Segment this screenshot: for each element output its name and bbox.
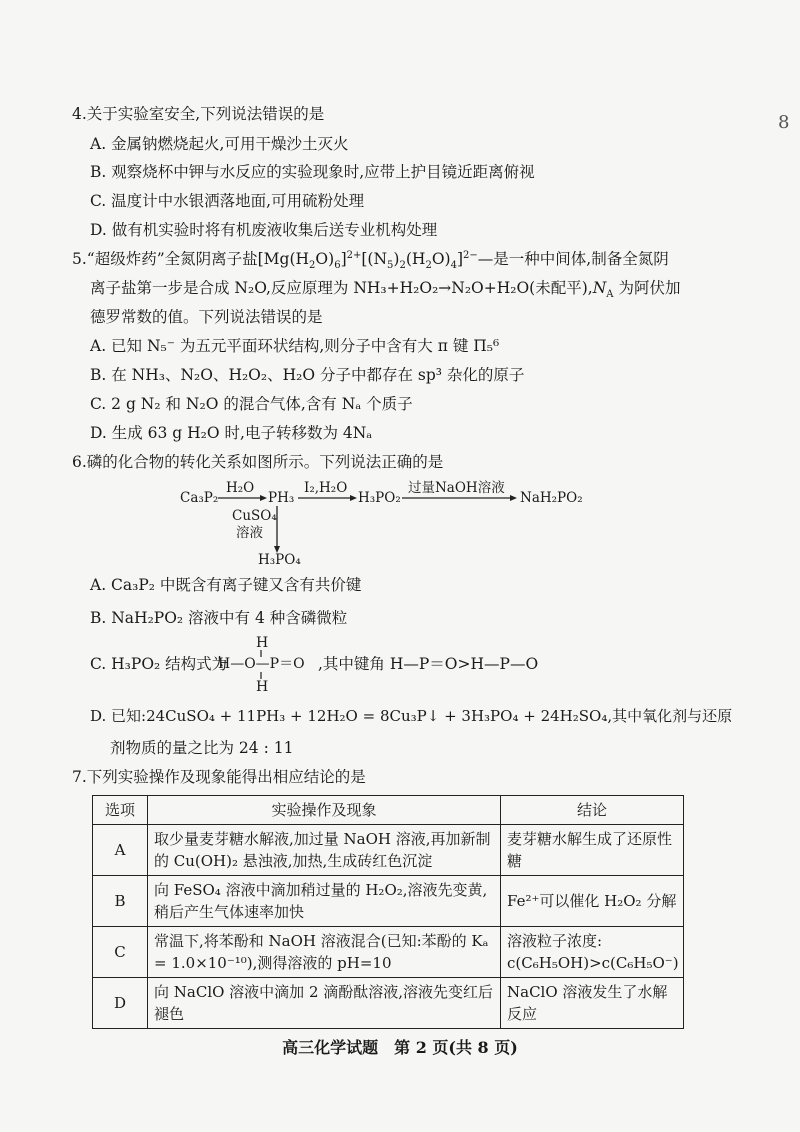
page-footer: 高三化学试题 第 2 页(共 8 页) bbox=[282, 1038, 518, 1057]
edge-mark: 8 bbox=[778, 112, 790, 133]
row-label: D bbox=[93, 978, 148, 1029]
label-h3po2: H₃PO₂ bbox=[358, 490, 401, 506]
table-row bbox=[93, 927, 684, 978]
header-conclusion: 结论 bbox=[501, 796, 684, 825]
label-cuso4: CuSO₄ bbox=[232, 508, 277, 524]
q6-option-d-line2: 剂物质的量之比为 24 : 11 bbox=[110, 739, 294, 757]
na-symbol: N bbox=[592, 279, 607, 297]
q4-option-c: C. 温度计中水银洒落地面,可用硫粉处理 bbox=[90, 192, 365, 210]
q5-stem-line2-end: 为阿伏加 bbox=[613, 279, 681, 297]
phosphorus-conversion-diagram bbox=[180, 478, 600, 568]
row-operation: 常温下,将苯酚和 NaOH 溶液混合(已知:苯酚的 Kₐ = 1.0×10⁻¹⁰),测得溶液的 pH=10 bbox=[148, 927, 501, 978]
label-solution: 溶液 bbox=[236, 525, 263, 541]
arrow-head-h2o bbox=[260, 495, 267, 501]
q5-stem-line1-a: 5.“超级炸药”全氮阴离子盐[Mg(H bbox=[72, 250, 310, 268]
row-conclusion: NaClO 溶液发生了水解反应 bbox=[501, 978, 684, 1029]
table-header-row bbox=[93, 796, 684, 825]
label-h2o: H₂O bbox=[226, 480, 255, 496]
q7-stem: 7.下列实验操作及现象能得出相应结论的是 bbox=[72, 768, 366, 786]
q4-option-a: A. 金属钠燃烧起火,可用干燥沙土灭火 bbox=[90, 135, 349, 153]
q6-option-a: A. Ca₃P₂ 中既含有离子键又含有共价键 bbox=[90, 576, 362, 594]
table-row bbox=[93, 978, 684, 1029]
q6-option-b: B. NaH₂PO₂ 溶液中有 4 种含磷微粒 bbox=[90, 609, 348, 627]
row-operation: 向 FeSO₄ 溶液中滴加稍过量的 H₂O₂,溶液先变黄,稍后产生气体速率加快 bbox=[148, 876, 501, 927]
header-option: 选项 bbox=[93, 796, 148, 825]
row-conclusion: 麦芽糖水解生成了还原性糖 bbox=[501, 825, 684, 876]
table-row bbox=[93, 876, 684, 927]
arrow-head-i2 bbox=[350, 495, 357, 501]
label-i2h2o: I₂,H₂O bbox=[304, 480, 348, 496]
row-label: A bbox=[93, 825, 148, 876]
label-nah2po2: NaH₂PO₂ bbox=[520, 490, 583, 506]
q6-stem: 6.磷的化合物的转化关系如图所示。下列说法正确的是 bbox=[72, 453, 444, 471]
q5-option-a: A. 已知 N₅⁻ 为五元平面环状结构,则分子中含有大 π 键 Π₅⁶ bbox=[90, 337, 500, 355]
lewis-vertical-bonds bbox=[256, 648, 268, 682]
q5-stem-line3: 德罗常数的值。下列说法错误的是 bbox=[90, 308, 323, 326]
q5-option-c: C. 2 g N₂ 和 N₂O 的混合气体,含有 Nₐ 个质子 bbox=[90, 395, 413, 413]
q5-option-b: B. 在 NH₃、N₂O、H₂O₂、H₂O 分子中都存在 sp³ 杂化的原子 bbox=[90, 366, 525, 384]
q5-stem-line1-b: 是一种中间体,制备全氮阴 bbox=[493, 250, 669, 268]
q5-stem-line2-text: 离子盐第一步是合成 N₂O,反应原理为 NH₃+H₂O₂→N₂O+H₂O(未配平), bbox=[90, 279, 593, 297]
row-conclusion: 溶液粒子浓度: c(C₆H₅OH)>c(C₆H₅O⁻) bbox=[501, 927, 684, 978]
label-ca3p2: Ca₃P₂ bbox=[180, 490, 219, 506]
row-operation: 向 NaClO 溶液中滴加 2 滴酚酞溶液,溶液先变红后褪色 bbox=[148, 978, 501, 1029]
label-naoh: 过量NaOH溶液 bbox=[408, 480, 505, 496]
q6-option-c-pre: C. H₃PO₂ 结构式为 bbox=[90, 655, 228, 673]
label-h3po4: H₃PO₄ bbox=[258, 552, 301, 568]
header-operation: 实验操作及现象 bbox=[148, 796, 501, 825]
q5-option-d: D. 生成 63 g H₂O 时,电子转移数为 4Nₐ bbox=[90, 424, 373, 442]
lewis-h-bottom: H bbox=[256, 679, 269, 695]
experiment-table bbox=[92, 795, 684, 1029]
lewis-h-top: H bbox=[256, 635, 269, 651]
label-ph3: PH₃ bbox=[268, 490, 295, 506]
q6-option-d-line1: D. 已知:24CuSO₄ + 11PH₃ + 12H₂O = 8Cu₃P↓ + 3H₃PO₄ + 24H₂SO₄,其中氧化剂与还原 bbox=[90, 707, 733, 725]
row-conclusion: Fe²⁺可以催化 H₂O₂ 分解 bbox=[501, 876, 684, 927]
q4-option-d: D. 做有机实验时将有机废液收集后送专业机构处理 bbox=[90, 221, 438, 239]
q4-option-b: B. 观察烧杯中钾与水反应的实验现象时,应带上护目镜近距离俯视 bbox=[90, 163, 535, 181]
lewis-middle: H—O—P＝O bbox=[218, 656, 305, 672]
q5-stem-line2: 离子盐第一步是合成 N₂O,反应原理为 NH₃+H₂O₂→N₂O+H₂O(未配平)$,N_A$ 为阿伏加 bbox=[90, 279, 681, 301]
table-row bbox=[93, 825, 684, 876]
row-operation: 取少量麦芽糖水解液,加过量 NaOH 溶液,再加新制的 Cu(OH)₂ 悬浊液,加热,生成砖红色沉淀 bbox=[148, 825, 501, 876]
q5-stem-line1: 5.“超级炸药”全氮阴离子盐$[Mg(H_2O)_6]^{2+}[(N_5)_2(H_2O)_4]^{2-}—$是一种中间体,制备全氮阴 bbox=[72, 249, 669, 272]
row-label: C bbox=[93, 927, 148, 978]
q4-stem: 4.关于实验室安全,下列说法错误的是 bbox=[72, 105, 325, 123]
q6-option-c-post: ,其中键角 H—P＝O>H—P—O bbox=[318, 655, 539, 673]
arrow-head-naoh bbox=[510, 495, 517, 501]
row-label: B bbox=[93, 876, 148, 927]
